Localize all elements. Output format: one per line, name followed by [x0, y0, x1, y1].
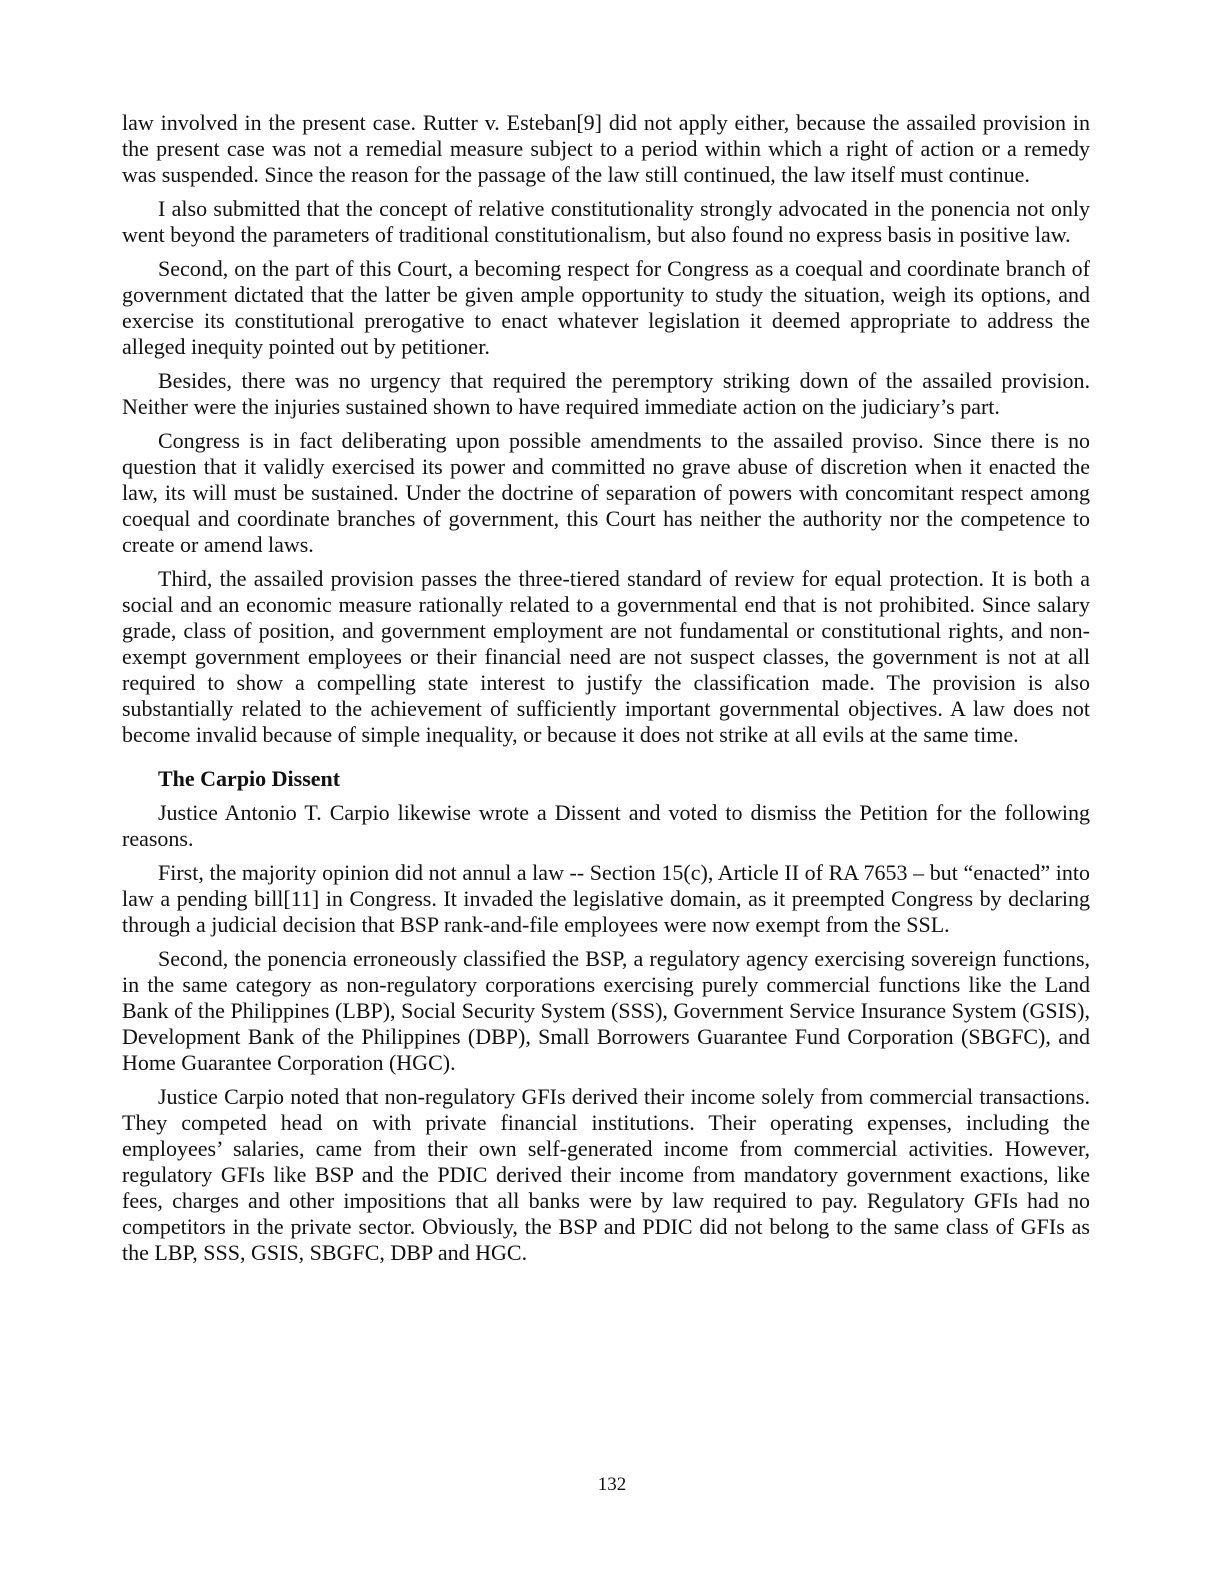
paragraph-continuation: law involved in the present case. Rutter v. Esteban[9] did not apply either, because the assailed provision in the present case was not a remedial measure subject to a period within which a right of action or a remedy was suspended. Since the reason for the passage of the law still continued, the law itself must continue. [122, 110, 1090, 187]
section-heading: The Carpio Dissent [158, 766, 341, 791]
page-number: 132 [597, 1474, 627, 1495]
paragraph-no-urgency: Besides, there was no urgency that required the peremptory striking down of the assailed provision. Neither were the injuries sustained shown to have required immediate action on the judiciary’s part. [122, 368, 1090, 419]
paragraph-congress-deliberating: Congress is in fact deliberating upon possible amendments to the assailed proviso. Since there is no question that it validly exercised its power and committed no grave abuse of discretion when it enacted the law, its will must be sustained. Under the doctrine of separation of powers with concomitant respect among coequal and coordinate branches of government, this Court has neither the authority nor the competence to create or amend laws. [122, 428, 1090, 557]
paragraph-regulatory-gfis: Justice Carpio noted that non-regulatory GFIs derived their income solely from commercial transactions. They competed head on with private financial institutions. Their operating expenses, including the employees’ salaries, came from their own self-generated income from commercial activities. However, regulatory GFIs like BSP and the PDIC derived their income from mandatory government exactions, like fees, charges and other impositions that all banks were by law required to pay. Regulatory GFIs had no competitors in the private sector. Obviously, the BSP and PDIC did not belong to the same class of GFIs as the LBP, SSS, GSIS, SBGFC, DBP and HGC. [122, 1084, 1090, 1265]
paragraph-majority-opinion: First, the majority opinion did not annul a law -- Section 15(c), Article II of RA 7653 – but “enacted” into law a pending bill[11] in Congress. It invaded the legislative domain, as it preempted Congress by declaring through a judicial decision that BSP rank-and-file employees were now exempt from the SSL. [122, 860, 1090, 937]
paragraph-respect-for-congress: Second, on the part of this Court, a becoming respect for Congress as a coequal and coordinate branch of government dictated that the latter be given ample opportunity to study the situation, weigh its options, and exercise its constitutional prerogative to enact whatever legislation it deemed appropriate to address the alleged inequity pointed out by petitioner. [122, 256, 1090, 359]
paragraph-carpio-dissent: Justice Antonio T. Carpio likewise wrote a Dissent and voted to dismiss the Petition for the following reasons. [122, 800, 1090, 851]
paragraph-bsp-classification: Second, the ponencia erroneously classified the BSP, a regulatory agency exercising sovereign functions, in the same category as non-regulatory corporations exercising purely commercial functions like the Land Bank of the Philippines (LBP), Social Security System (SSS), Government Service Insurance System (GSIS), Development Bank of the Philippines (DBP), Small Borrowers Guarantee Fund Corporation (SBGFC), and Home Guarantee Corporation (HGC). [122, 946, 1090, 1075]
paragraph-relative-constitutionality: I also submitted that the concept of relative constitutionality strongly advocated in the ponencia not only went beyond the parameters of traditional constitutionalism, but also found no express basis in positive law. [122, 196, 1090, 247]
document-page [122, 110, 1090, 1274]
paragraph-equal-protection: Third, the assailed provision passes the three-tiered standard of review for equal protection. It is both a social and an economic measure rationally related to a governmental end that is not prohibited. Since salary grade, class of position, and government employment are not fundamental or constitutional rights, and non-exempt government employees or their financial need are not suspect classes, the government is not at all required to show a compelling state interest to justify the classification made. The provision is also substantially related to the achievement of sufficiently important governmental objectives. A law does not become invalid because of simple inequality, or because it does not strike at all evils at the same time. [122, 566, 1090, 747]
